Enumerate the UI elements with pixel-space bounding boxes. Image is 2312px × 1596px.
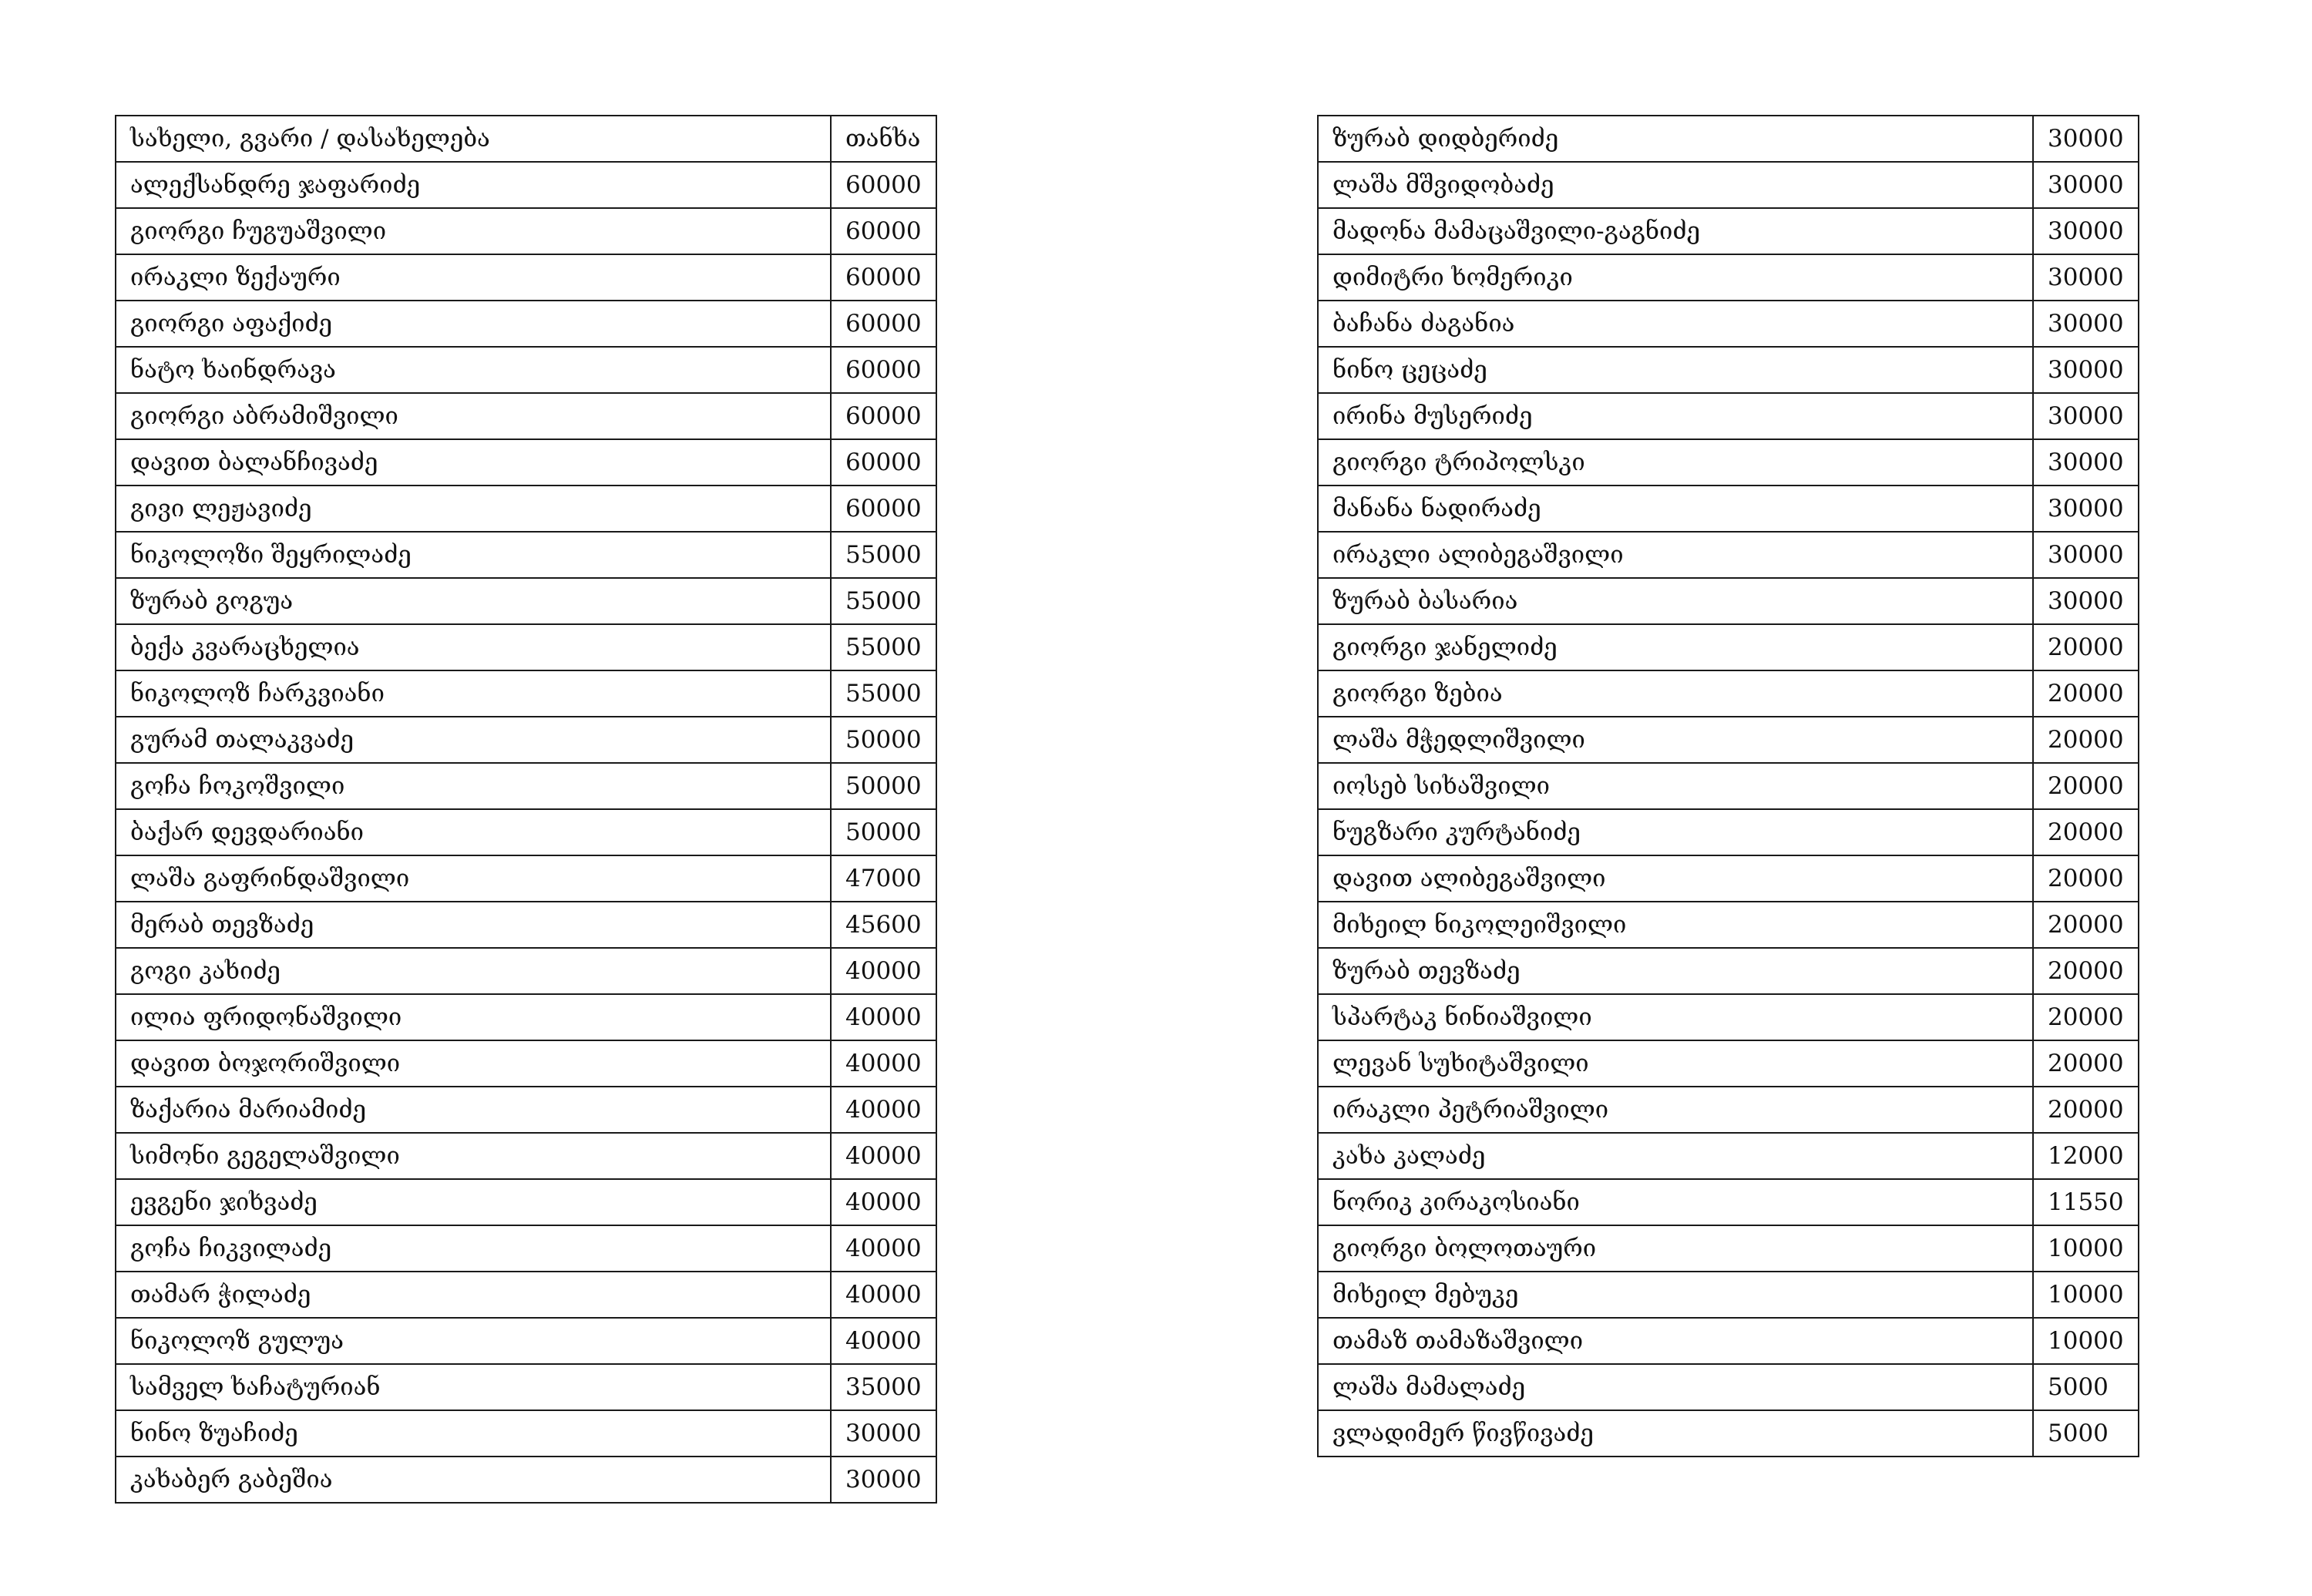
amount-cell: 20000 [2033,763,2139,809]
amount-cell: 20000 [2033,855,2139,902]
amount-cell: 35000 [831,1364,936,1410]
amount-cell: 40000 [831,948,936,994]
amount-cell: 40000 [831,1087,936,1133]
table-row [116,301,936,347]
name-cell: გიორგი აფაქიძე [116,301,831,347]
amount-cell: 60000 [831,486,936,532]
table-row [116,1364,936,1410]
name-cell: სამველ ხაჩატურიან [116,1364,831,1410]
table-row [116,1410,936,1457]
name-cell: დიმიტრი ხომერიკი [1318,254,2033,301]
amount-cell: 5000 [2033,1364,2139,1410]
table-row [1318,162,2139,208]
table-row [116,393,936,439]
name-cell: თამარ ჭილაძე [116,1272,831,1318]
name-cell: ილია ფრიდონაშვილი [116,994,831,1040]
table-row [116,1457,936,1503]
name-cell: ბაჩანა ძაგანია [1318,301,2033,347]
amount-cell: 11550 [2033,1179,2139,1225]
name-cell: ნიკოლოზ ჩარკვიანი [116,670,831,717]
amount-cell: 60000 [831,162,936,208]
name-cell: გიორგი აბრამიშვილი [116,393,831,439]
table-row [1318,809,2139,855]
table-row [116,162,936,208]
amount-cell: 5000 [2033,1410,2139,1457]
donor-table-left [115,115,937,1504]
amount-cell: 40000 [831,1040,936,1087]
name-cell: გიორგი ჩუგუაშვილი [116,208,831,254]
amount-cell: 60000 [831,301,936,347]
name-cell: გოჩა ჩოკოშვილი [116,763,831,809]
table-header-row [116,116,936,162]
donor-table-right [1317,115,2139,1457]
amount-cell: 50000 [831,717,936,763]
table-row [116,717,936,763]
table-row [116,763,936,809]
name-cell: ირაკლი ალიბეგაშვილი [1318,532,2033,578]
amount-cell: 60000 [831,254,936,301]
table-row [1318,902,2139,948]
amount-cell: 10000 [2033,1225,2139,1272]
amount-cell: 20000 [2033,902,2139,948]
table-row [1318,1040,2139,1087]
amount-cell: 47000 [831,855,936,902]
table-row [116,624,936,670]
name-cell: ზურაბ დიდბერიძე [1318,116,2033,162]
name-cell: ალექსანდრე ჯაფარიძე [116,162,831,208]
amount-cell: 20000 [2033,624,2139,670]
table-row [1318,254,2139,301]
table-row [1318,670,2139,717]
name-cell: გურამ თალაკვაძე [116,717,831,763]
table-row [116,439,936,486]
amount-cell: 30000 [2033,254,2139,301]
amount-cell: 30000 [2033,208,2139,254]
name-cell: ირაკლი პეტრიაშვილი [1318,1087,2033,1133]
name-cell: ლაშა გაფრინდაშვილი [116,855,831,902]
table-row [116,1179,936,1225]
amount-cell: 60000 [831,208,936,254]
name-cell: ირაკლი ზექაური [116,254,831,301]
name-cell: ზურაბ გოგუა [116,578,831,624]
table-row [116,855,936,902]
amount-cell: 20000 [2033,670,2139,717]
name-cell: ნინო ცეცაძე [1318,347,2033,393]
table-row [116,809,936,855]
amount-cell: 30000 [831,1457,936,1503]
amount-cell: 20000 [2033,1087,2139,1133]
amount-cell: 55000 [831,578,936,624]
table-row [116,670,936,717]
amount-cell: 30000 [2033,116,2139,162]
table-row [1318,763,2139,809]
table-row [116,1133,936,1179]
name-cell: მიხეილ ნიკოლეიშვილი [1318,902,2033,948]
table-row [1318,1410,2139,1457]
amount-cell: 55000 [831,624,936,670]
amount-cell: 30000 [831,1410,936,1457]
name-cell: მერაბ თევზაძე [116,902,831,948]
name-cell: მანანა ნადირაძე [1318,486,2033,532]
amount-cell: 30000 [2033,439,2139,486]
name-cell: ზურაბ ბასარია [1318,578,2033,624]
name-cell: ნინო ზუაჩიძე [116,1410,831,1457]
table-row [116,1040,936,1087]
name-cell: კახა კალაძე [1318,1133,2033,1179]
name-cell: სიმონი გეგელაშვილი [116,1133,831,1179]
table-row [1318,994,2139,1040]
table-row [116,532,936,578]
table-row [1318,1133,2139,1179]
name-cell: ნატო ხაინდრავა [116,347,831,393]
amount-cell: 60000 [831,347,936,393]
amount-cell: 40000 [831,1133,936,1179]
amount-cell: 30000 [2033,532,2139,578]
name-cell: ნიკოლოზი შეყრილაძე [116,532,831,578]
amount-cell: 30000 [2033,578,2139,624]
name-cell: სპარტაკ ნინიაშვილი [1318,994,2033,1040]
name-cell: ლაშა მჭედლიშვილი [1318,717,2033,763]
name-cell: კახაბერ გაბეშია [116,1457,831,1503]
table-row [1318,301,2139,347]
table-row [1318,578,2139,624]
table-row [116,1272,936,1318]
table-row [116,1318,936,1364]
name-cell: გიორგი ტრიპოლსკი [1318,439,2033,486]
name-cell: ზაქარია მარიამიძე [116,1087,831,1133]
table-row [1318,532,2139,578]
amount-cell: 20000 [2033,1040,2139,1087]
name-cell: ბექა კვარაცხელია [116,624,831,670]
amount-cell: 55000 [831,532,936,578]
amount-cell: 10000 [2033,1318,2139,1364]
table-row [1318,393,2139,439]
name-cell: გიორგი ჯანელიძე [1318,624,2033,670]
amount-cell: 60000 [831,393,936,439]
table-row [116,578,936,624]
table-row [116,994,936,1040]
name-cell: გოგი კახიძე [116,948,831,994]
table-row [1318,1087,2139,1133]
amount-cell: 40000 [831,994,936,1040]
amount-cell: 30000 [2033,301,2139,347]
amount-cell: 30000 [2033,486,2139,532]
table-row [116,208,936,254]
name-cell: ვლადიმერ წივწივაძე [1318,1410,2033,1457]
table-row [116,486,936,532]
table-row [1318,624,2139,670]
table-row [116,1225,936,1272]
name-cell: თამაზ თამაზაშვილი [1318,1318,2033,1364]
table-row [116,347,936,393]
amount-cell: 12000 [2033,1133,2139,1179]
amount-cell: 40000 [831,1272,936,1318]
name-cell: ევგენი ჯიხვაძე [116,1179,831,1225]
amount-cell: 55000 [831,670,936,717]
amount-cell: 20000 [2033,948,2139,994]
name-cell: ნორიკ კირაკოსიანი [1318,1179,2033,1225]
table-row [1318,486,2139,532]
name-cell: ლაშა მამალაძე [1318,1364,2033,1410]
name-cell: ირინა მუსერიძე [1318,393,2033,439]
table-row [116,254,936,301]
amount-cell: 30000 [2033,347,2139,393]
amount-cell: 20000 [2033,994,2139,1040]
name-cell: დავით ალიბეგაშვილი [1318,855,2033,902]
header-amount-cell: თანხა [831,116,936,162]
amount-cell: 40000 [831,1318,936,1364]
name-cell: ლევან სუხიტაშვილი [1318,1040,2033,1087]
table-row [1318,116,2139,162]
name-cell: გიორგი ბოლოთაური [1318,1225,2033,1272]
name-cell: ნიკოლოზ გულუა [116,1318,831,1364]
table-row [116,1087,936,1133]
table-row [116,948,936,994]
name-cell: გოჩა ჩიკვილაძე [116,1225,831,1272]
table-row [1318,347,2139,393]
table-row [1318,1364,2139,1410]
amount-cell: 20000 [2033,717,2139,763]
amount-cell: 30000 [2033,393,2139,439]
name-cell: მადონა მამაცაშვილი-გაგნიძე [1318,208,2033,254]
name-cell: მიხეილ მებუკე [1318,1272,2033,1318]
header-name-cell: სახელი, გვარი / დასახელება [116,116,831,162]
table-row [1318,855,2139,902]
name-cell: იოსებ სიხაშვილი [1318,763,2033,809]
name-cell: ბაქარ დევდარიანი [116,809,831,855]
table-row [1318,1318,2139,1364]
table-row [1318,439,2139,486]
amount-cell: 45600 [831,902,936,948]
table-row [1318,1179,2139,1225]
amount-cell: 10000 [2033,1272,2139,1318]
table-row [1318,717,2139,763]
amount-cell: 20000 [2033,809,2139,855]
name-cell: ნუგზარი კურტანიძე [1318,809,2033,855]
amount-cell: 50000 [831,763,936,809]
table-row [1318,1225,2139,1272]
name-cell: ლაშა მშვიდობაძე [1318,162,2033,208]
amount-cell: 60000 [831,439,936,486]
amount-cell: 40000 [831,1225,936,1272]
name-cell: დავით ბალანჩივაძე [116,439,831,486]
table-row [116,902,936,948]
amount-cell: 50000 [831,809,936,855]
name-cell: დავით ბოჯორიშვილი [116,1040,831,1087]
amount-cell: 30000 [2033,162,2139,208]
table-row [1318,1272,2139,1318]
amount-cell: 40000 [831,1179,936,1225]
table-row [1318,208,2139,254]
table-row [1318,948,2139,994]
name-cell: გივი ლეჟავიძე [116,486,831,532]
name-cell: გიორგი ზებია [1318,670,2033,717]
name-cell: ზურაბ თევზაძე [1318,948,2033,994]
